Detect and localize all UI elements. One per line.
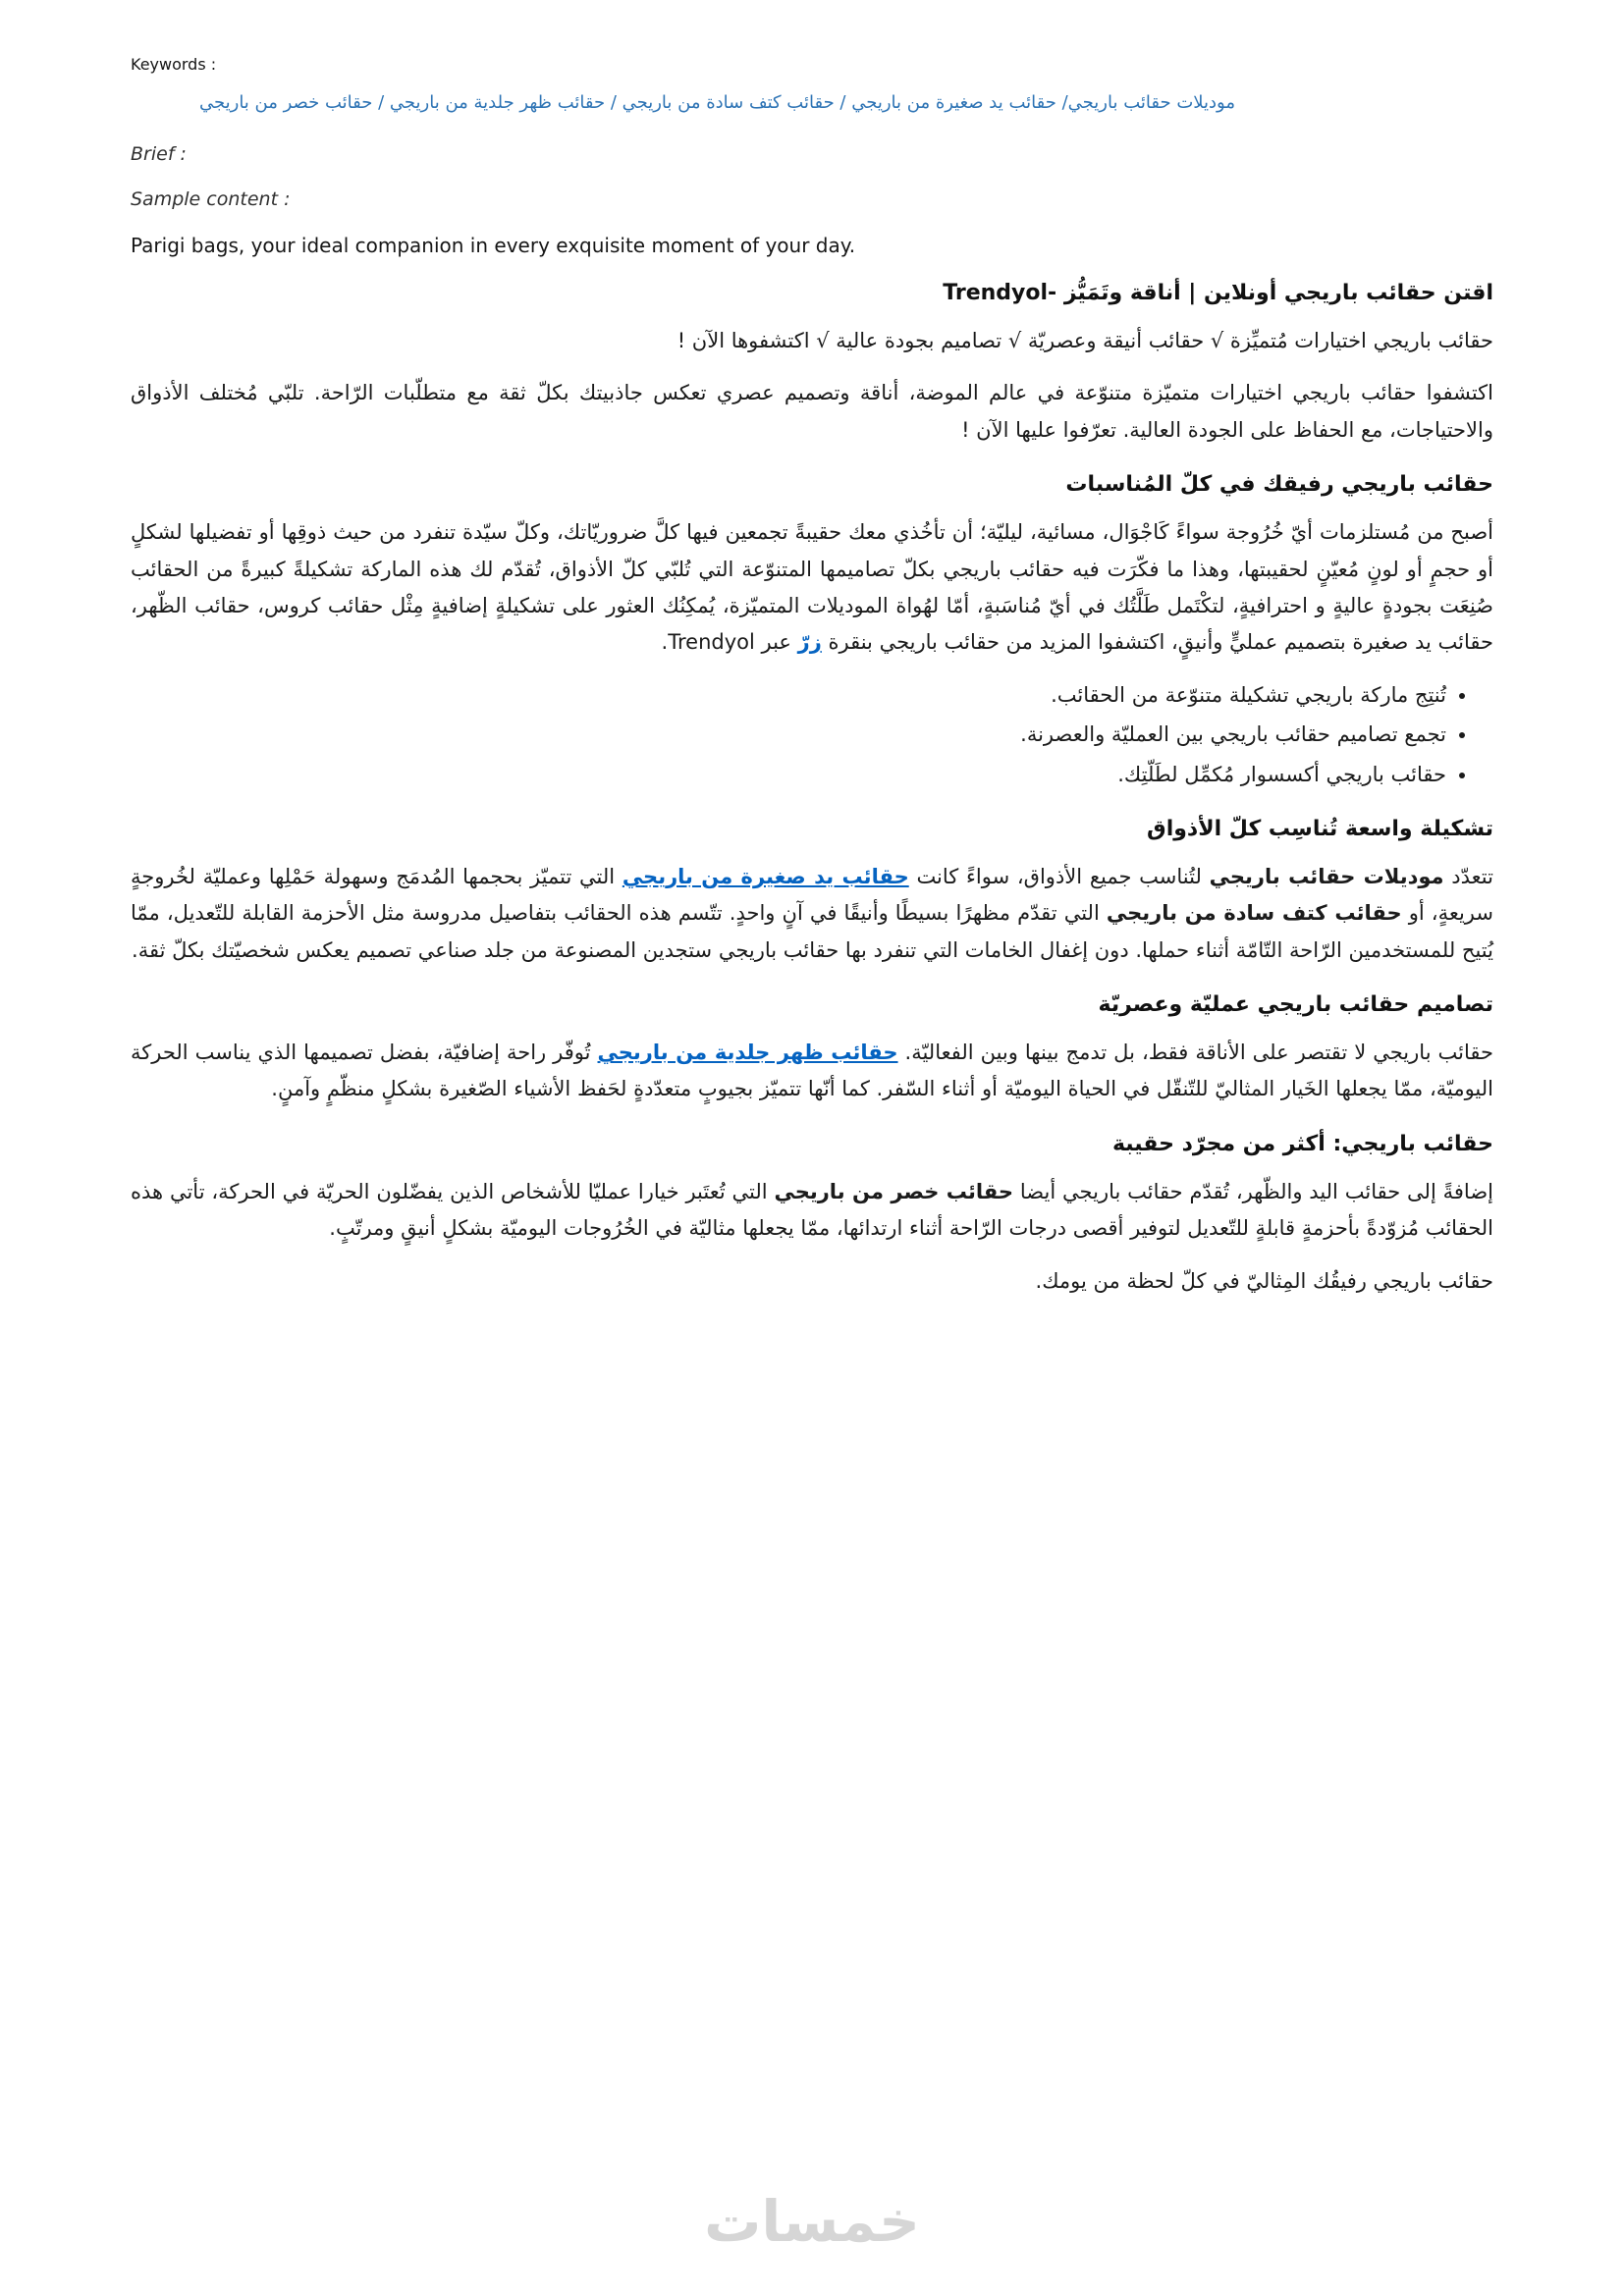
- paragraph: [131, 859, 1493, 969]
- text-run: حقائب باريجي لا تقتصر على الأناقة فقط، بل تدمج بينها وبين الفعاليّة.: [897, 1041, 1494, 1064]
- sample-content-label: Sample content :: [131, 188, 291, 210]
- section-heading: [131, 1132, 1493, 1156]
- brief-label: Brief :: [131, 143, 187, 165]
- bold-text-run: حقائب خصر من باريجي: [774, 1179, 1014, 1203]
- main-heading: [131, 281, 1493, 305]
- text-run: اقتن حقائب باريجي أونلاين | أناقة وتَمَيُّز -Trendyol: [943, 281, 1493, 305]
- text-run: تصاميم حقائب باريجي عمليّة وعصريّة: [1098, 992, 1493, 1017]
- paragraph: [131, 1035, 1493, 1108]
- inline-link[interactable]: زرّ: [797, 630, 822, 655]
- bullet-item: • تجمع تصاميم حقائب باريجي بين العمليّة والعصرنة.: [131, 717, 1446, 753]
- text-run: تتعدّد: [1443, 864, 1493, 888]
- bullet-list: [131, 677, 1493, 793]
- paragraph: [131, 1263, 1493, 1300]
- keywords-text: موديلات حقائب باريجي/ حقائب يد صغيرة من باريجي / حقائب كتف سادة من باريجي / حقائب ظهر جلدية من باريجي / حقائب خصر من باريجي: [199, 92, 1235, 113]
- text-run: أصبح من مُستلزمات أيّ خُرُوجة سواءً كَاجْوَال، مسائية، ليليّة؛ أن تأخُذي معك حقيبةً تجمعين فيها كلَّ ضروريّاتك، وكلّ سيّدة تنفرد من حيث ذوقِها أو تفضيلها لشكلٍ أو حجمٍ أو لونٍ مُعيّنٍ لحقيبتها، وهذا ما فكّرَت فيه حقائب باريجي بكلّ تصاميمها المتنوّعة التي تُلبّي كلّ الأذواق، تُقدّم لك هذه الماركة تشكيلةً كبيرةً من الحقائب صُنِعَت بجودةٍ عاليةٍ و احترافيةٍ، لتكْتَمل طَلَّتُك في أيّ مُناسَبةٍ، أمّا لهُواة الموديلات المتميّزة، يُمكِنُك العثور على تشكيلةٍ إضافيةٍ مِثْل حقائب كروس، حقائب الظّهر، حقائب يد صغيرة بتصميم عمليٍّ وأنيقٍ، اكتشفوا المزيد من حقائب باريجي بنقرة: [131, 520, 1493, 655]
- bold-text-run: حقائب كتف سادة من باريجي: [1106, 901, 1402, 926]
- text-run: التي تُعتَبر خيارا عمليّا للأشخاص الذين يفضّلون الحريّة في الحركة، تأتي هذه الحقائب مُزوّدةً بأحزمةٍ قابلةٍ للتّعديل لتوفير أقصى درجات الرّاحة أثناء ارتدائها، ممّا يجعلها مثاليّة في الخُرُوجات اليوميّة بشكلٍ أنيقٍ ومرتّبٍ.: [131, 1179, 1493, 1241]
- text-run: التي تتميّز بحجمها المُدمَج وسهولة حَمْلِها وعمليّة لخُروجةٍ سريعةٍ، أو: [131, 864, 1493, 926]
- paragraph: [131, 1174, 1493, 1248]
- bold-text-run: موديلات حقائب باريجي: [1209, 864, 1444, 888]
- article-body: [131, 281, 1493, 1300]
- bullet-item: • حقائب باريجي أكسسوار مُكمِّل لطَلّتِك.: [131, 757, 1446, 793]
- khamsat-watermark: خمسات: [704, 2188, 920, 2255]
- text-run: تُوفّر راحة إضافيّة، بفضل تصميمها الذي يناسب الحركة اليوميّة، ممّا يجعلها الخَيار المثاليّ للتّنقّل في الحياة اليوميّة أو أثناء السّفر. كما أنّها تتميّز بجيوبٍ متعدّدةٍ لحَفظ الأشياء الصّغيرة بشكلٍ منظّمٍ وآمنٍ.: [131, 1041, 1493, 1101]
- text-run: حقائب باريجي رفيقُك المِثاليّ في كلّ لحظة من يومك.: [1035, 1268, 1493, 1293]
- paragraph: [131, 514, 1493, 662]
- paragraph: [131, 323, 1493, 359]
- section-heading: [131, 992, 1493, 1017]
- text-run: عبر Trendyol.: [661, 630, 798, 655]
- text-run: حقائب باريجي اختيارات مُتميِّزة √ حقائب أنيقة وعصريّة √ تصاميم بجودة عالية √ اكتشفوها الآن !: [677, 329, 1493, 352]
- text-run: حقائب باريجي: أكثر من مجرّد حقيبة: [1111, 1131, 1493, 1156]
- paragraph: [131, 375, 1493, 449]
- section-heading: [131, 472, 1493, 497]
- inline-link[interactable]: حقائب يد صغيرة من باريجي: [622, 864, 909, 888]
- intro-sentence: Parigi bags, your ideal companion in every exquisite moment of your day.: [131, 234, 856, 257]
- inline-link[interactable]: حقائب ظهر جلدية من باريجي: [597, 1041, 898, 1064]
- text-run: اكتشفوا حقائب باريجي اختيارات متميّزة متنوّعة في عالم الموضة، أناقة وتصميم عصري تعكس جاذبيتك بكلّ ثقة مع متطلّبات الرّاحة. تلبّي مُختلف الأذواق والاحتياجات، مع الحفاظ على الجودة العالية. تعرّفوا عليها الآن !: [131, 381, 1493, 442]
- text-run: التي تقدّم مظهرًا بسيطًا وأنيقًا في آنٍ واحدٍ. تتّسم هذه الحقائب بتفاصيل مدروسة مثل الأحزمة القابلة للتّعديل، ممّا يُتيح للمستخدمين الرّاحة التّامّة أثناء حملها. دون إغفال الخامات التي تنفرد بها حقائب باريجي ستجدين المصنوعة من جلد صناعي تصميم يعكس شخصيّتك بكلّ ثقة.: [131, 901, 1493, 962]
- keywords-label: Keywords :: [131, 55, 217, 74]
- text-run: إضافةً إلى حقائب اليد والظّهر، تُقدّم حقائب باريجي أيضا: [1013, 1179, 1493, 1203]
- text-run: حقائب باريجي رفيقك في كلّ المُناسبات: [1065, 472, 1493, 498]
- text-run: لتُناسب جميع الأذواق، سواءً كانت: [908, 864, 1210, 888]
- bullet-item: • تُنتِج ماركة باريجي تشكيلة متنوّعة من الحقائب.: [131, 677, 1446, 714]
- section-heading: [131, 817, 1493, 841]
- text-run: تشكيلة واسعة تُناسِب كلّ الأذواق: [1147, 816, 1493, 841]
